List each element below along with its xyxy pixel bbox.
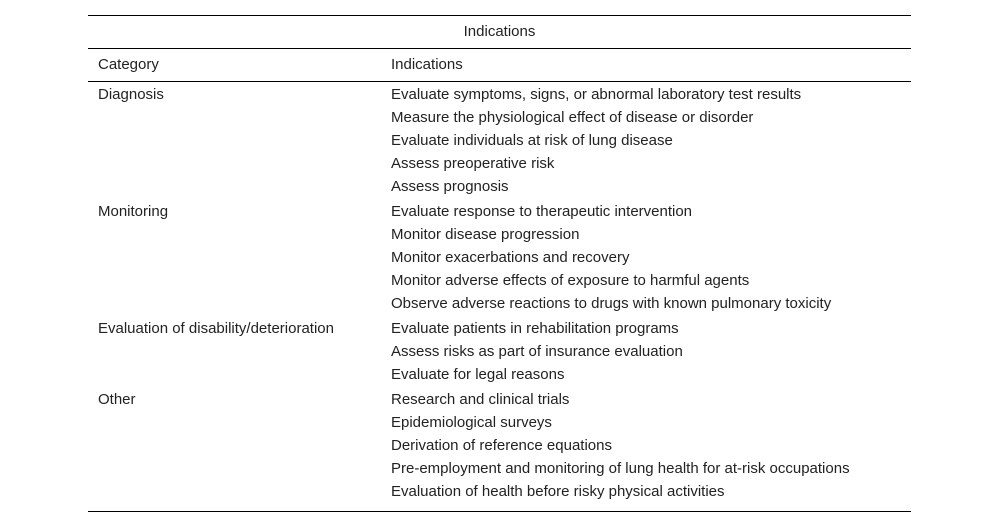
indication-item: Pre-employment and monitoring of lung health for at-risk occupations	[391, 460, 850, 477]
indication-item: Monitor disease progression	[391, 226, 580, 243]
indications-cell	[391, 200, 911, 315]
indication-item: Derivation of reference equations	[391, 437, 612, 454]
indications-cell	[391, 317, 911, 386]
indications-cell	[391, 83, 911, 198]
table-body	[88, 82, 911, 511]
indication-item: Monitor exacerbations and recovery	[391, 249, 630, 266]
indication-item: Evaluation of health before risky physical activities	[391, 483, 725, 500]
indication-item: Assess risks as part of insurance evaluation	[391, 343, 683, 360]
indication-item: Evaluate patients in rehabilitation programs	[391, 320, 679, 337]
indication-item: Measure the physiological effect of disease or disorder	[391, 109, 754, 126]
category-cell: Diagnosis	[98, 86, 164, 103]
table-row-group	[88, 388, 911, 503]
indication-item: Evaluate response to therapeutic intervention	[391, 203, 693, 220]
header-indications: Indications	[391, 56, 463, 73]
header-category: Category	[98, 56, 159, 73]
indication-item: Epidemiological surveys	[391, 414, 552, 431]
indication-item: Monitor adverse effects of exposure to harmful agents	[391, 272, 750, 289]
category-cell: Monitoring	[98, 203, 169, 220]
indication-item: Evaluate individuals at risk of lung disease	[391, 132, 673, 149]
category-cell: Evaluation of disability/deterioration	[98, 320, 334, 337]
indications-table	[88, 15, 911, 512]
table-caption: Indications	[463, 23, 536, 40]
indication-item: Evaluate symptoms, signs, or abnormal laboratory test results	[391, 86, 802, 103]
indication-item: Assess prognosis	[391, 178, 509, 195]
category-cell: Other	[98, 391, 136, 408]
indication-item: Assess preoperative risk	[391, 155, 555, 172]
indication-item: Research and clinical trials	[391, 391, 570, 408]
bottom-rule	[88, 511, 911, 512]
table-row-group	[88, 83, 911, 198]
table-header-row	[88, 49, 911, 81]
indication-item: Observe adverse reactions to drugs with known pulmonary toxicity	[391, 295, 832, 312]
table-row-group	[88, 200, 911, 315]
table-row-group	[88, 317, 911, 386]
indications-cell	[391, 388, 911, 503]
indication-item: Evaluate for legal reasons	[391, 366, 565, 383]
